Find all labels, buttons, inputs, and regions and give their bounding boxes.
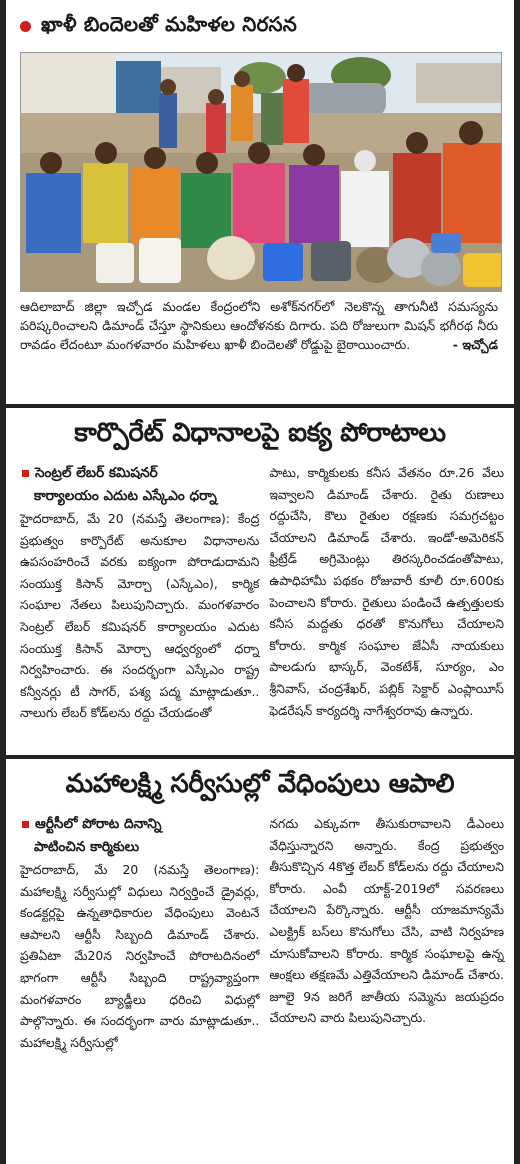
story3-columns: [6, 813, 514, 1053]
bullet-dot-icon: [20, 21, 31, 32]
story3-right-column: [269, 813, 504, 1053]
story3-left-column: [20, 813, 259, 1053]
story1-header: [6, 0, 514, 52]
story3-subhead-line1: ఆర్టీసీలో పోరాట దినాన్ని: [35, 816, 162, 832]
square-bullet-icon: [22, 821, 29, 828]
square-bullet-icon: [22, 470, 29, 477]
story2-subhead: [20, 462, 259, 508]
story3-subhead-line2: పాటించిన కార్మికులు: [34, 839, 140, 855]
caption-text: ఆదిలాబాద్ జిల్లా ఇచ్చోడ మండల కేంద్రంలోని అశోక్‌నగర్‌లో నెలకొన్న తాగునీటి సమస్యను పరిష్కరించాలని డిమాండ్ చేస్తూ స్థానికులు ఆందోళనకు దిగారు. పది రోజులుగా మిషన్ భగీరథ నీరు రావడం లేదంటూ మంగళవారం మహిళలు ఖాళీ బిందెలతో రోడ్డుపై బైఠాయించారు.: [20, 299, 498, 352]
story2-right-column: [269, 462, 504, 755]
photo-credit: - ఇచ్చోడ: [452, 337, 498, 352]
story3-left-body: మహాలక్ష్మి సర్వీసుల్లో విధులు నిర్వర్తించే డ్రైవర్లు, కండక్టర్లపై ఉన్నతాధికారుల వేధింపులు వెంటనే ఆపాలని ఆర్టీసీ సిబ్బంది డిమాండ్ చేశారు. ప్రతిఏటా మే20న నిర్వహించే పోరాటదినంలో భాగంగా ఆర్టీసీ సిబ్బంది రాష్ట్రవ్యాప్తంగా మంగళవారం బ్యాడ్జీలు ధరించి విధుల్లో పాల్గొన్నారు. ఈ సందర్భంగా వారు మాట్లాడుతూ.. మహాలక్ష్మి సర్వీసుల్లో: [20, 883, 260, 1050]
story2-right-body: పాటు, కార్మికులకు కనీస వేతనం రూ.26 వేలు ఇవ్వాలని డిమాండ్ చేశారు. రైతు రుణాలు రద్దుచేసి, కౌలు రైతుల రక్షణకు సమగ్రచట్టం చేయాలని డిమాండ్ చేశారు. ఇండో-అమెరికన్ ఫ్రీట్రేడ్ అగ్రిమెంట్లు తిరస్కరించడంతోపాటు, ఉపాధిహామీ పథకం రోజువారీ కూలీ రూ.600కు పెంచాలని కోరారు. రైతులు పండించే ఉత్పత్తులకు కనీస మద్దతు ధరతో కొనుగోలు చేయాలని కోరారు. కార్మిక సంఘాల జేఏసీ నాయకులు పాలడుగు భాస్కర్, వెంకటేశ్, సూర్యం, ఎం శ్రీనివాస్, చంద్రశేఖర్, పబ్లిక్ సెక్టార్ ఎంప్లాయీస్ ఫెడరేషన్ కార్యదర్శి నాగేశ్వరరావు ఉన్నారు.: [269, 465, 504, 718]
story2-left-body: కేంద్ర ప్రభుత్వం కార్పొరేట్ అనుకూల విధానాలను ఉపసంహరించే వరకు ఐక్యంగా పోరాడుదామని సంయుక్త కిసాన్ మోర్చా (ఎస్కేఎం), కార్మిక సంఘాల నేతలు పిలుపునిచ్చారు. మంగళవారం సెంట్రల్ లేబర్ కమిషనర్ కార్యాలయం ఎదుట సంయుక్త కిసాన్ మోర్చా ఆధ్వర్యంలో ధర్నా నిర్వహించారు. ఈ సందర్భంగా ఎస్కేఎం రాష్ట్ర కన్వీనర్లు టీ సాగర్, పశ్య పద్మ మాట్లాడుతూ.. నాలుగు లేబర్ కోడ్‌లను రద్దు చేయడంతో: [20, 511, 260, 721]
story2-columns: [6, 462, 514, 755]
protest-photo: [20, 52, 502, 292]
photo-caption: [6, 292, 514, 404]
story2-dateline: హైదరాబాద్, మే 20 (నమస్తే తెలంగాణ):: [20, 511, 230, 526]
story2-headline: కార్పొరేట్ విధానాలపై ఐక్య పోరాటాలు: [74, 418, 446, 448]
story2-subhead-line1: సెంట్రల్ లేబర్ కమిషనర్: [35, 465, 158, 481]
story1-title: ఖాళీ బిందెలతో మహిళల నిరసన: [41, 11, 298, 36]
story3-dateline: హైదరాబాద్, మే 20 (నమస్తే తెలంగాణ):: [20, 862, 260, 877]
story2-left-column: [20, 462, 259, 755]
story2-subhead-line2: కార్యాలయం ఎదుట ఎస్కేఎం ధర్నా: [34, 488, 217, 504]
story3-subhead: [20, 813, 259, 859]
story3-right-body: నగదు ఎక్కువగా తీసుకురావాలని డీఎంలు వేధిస్తున్నారని అన్నారు. కేంద్ర ప్రభుత్వం తీసుకొచ్చిన 4కొత్త లేబర్ కోడ్‌లను రద్దు చేయాలని కోరారు. ఎంవీ యాక్ట్-2019లో సవరణలు చేయాలని పేర్కొన్నారు. ఆర్టీసీ యాజమాన్యమే ఎలక్ట్రిక్ బస్‌లు కొనుగోలు చేసి, వాటి నిర్వహణ చూసుకోవాలని కోరారు. కార్మిక సంఘాలపై ఉన్న ఆంక్షలు తక్షణమే ఎత్తివేయాలని డిమాండ్ చేశారు. జూలై 9న జరిగే జాతీయ సమ్మెను జయప్రదం చేయాలని వారు పిలుపునిచ్చారు.: [269, 816, 504, 1026]
story3-headline: మహాలక్ష్మి సర్వీసుల్లో వేధింపులు ఆపాలి: [65, 769, 455, 799]
